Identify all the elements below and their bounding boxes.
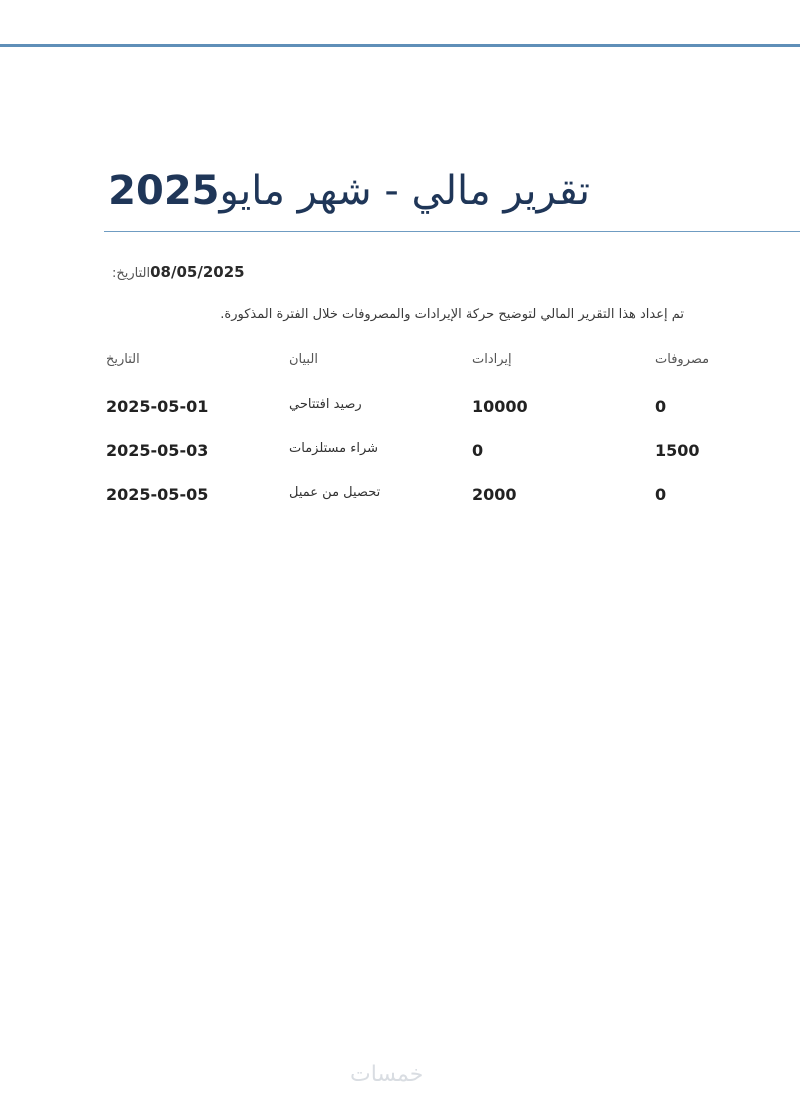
row-3-income: 2000 [472, 485, 517, 504]
header-date: التاريخ [106, 352, 140, 367]
row-3-expense: 0 [655, 485, 667, 504]
date-value: 08/05/2025 [150, 263, 245, 281]
row-2-date: 2025-05-03 [106, 441, 209, 460]
row-1-expense: 0 [655, 397, 667, 416]
row-2-income: 0 [472, 441, 484, 460]
report-title-year: 2025 [108, 168, 220, 214]
report-title-text: تقرير مالي - شهر مايو [219, 168, 590, 214]
report-title [110, 168, 590, 214]
top-divider [0, 44, 800, 47]
title-divider [104, 231, 800, 232]
row-3-description: تحصيل من عميل [289, 485, 381, 500]
row-1-date: 2025-05-01 [106, 397, 209, 416]
header-expense: مصروفات [655, 352, 710, 367]
row-1-income: 10000 [472, 397, 528, 416]
transactions-table [0, 340, 800, 520]
watermark: خمسات [350, 1062, 424, 1087]
report-intro: تم إعداد هذا التقرير المالي لتوضيح حركة الإيرادات والمصروفات خلال الفترة المذكورة. [220, 307, 684, 322]
header-income: إيرادات [472, 352, 512, 367]
row-2-expense: 1500 [655, 441, 700, 460]
row-1-description: رصيد افتتاحي [289, 397, 362, 412]
date-label: التاريخ: [112, 266, 151, 281]
row-2-description: شراء مستلزمات [289, 441, 379, 456]
report-date [112, 262, 245, 281]
row-3-date: 2025-05-05 [106, 485, 209, 504]
header-description: البيان [289, 352, 318, 367]
